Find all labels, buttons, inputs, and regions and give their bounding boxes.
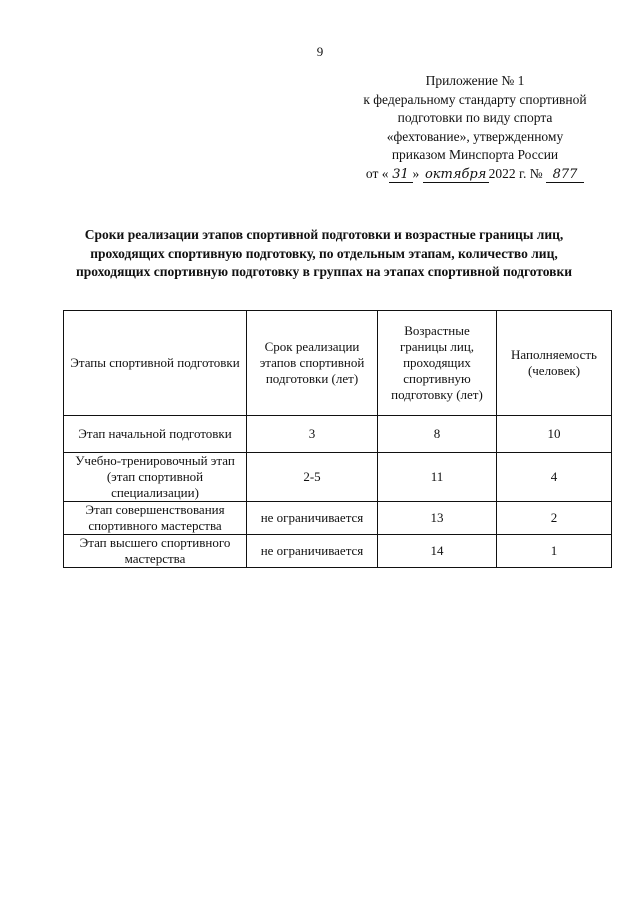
date-suffix: 2022 г. №	[488, 165, 543, 181]
stage-cell: Этап совершенствования спортивного мастерства	[64, 502, 247, 535]
page-number: 9	[316, 44, 324, 59]
age-cell: 11	[378, 453, 497, 502]
age-cell: 13	[378, 502, 497, 535]
appendix-line-3: подготовки по виду спорта	[397, 110, 553, 125]
appendix-line-4: «фехтование», утвержденному	[386, 128, 564, 144]
stage-cell: Учебно-тренировочный этап (этап спортивной специализации)	[64, 453, 247, 502]
table-row	[64, 502, 612, 535]
duration-cell: не ограничивается	[247, 502, 378, 535]
document-title: Сроки реализации этапов спортивной подготовки и возрастные границы лиц, проходящих спортивную подготовку, по отдельным этапам, количество лиц, проходящих спортивную подготовку в группах на этапах спортивной подготовки	[75, 227, 573, 279]
group-size-cell: 4	[497, 453, 612, 502]
header-age-limits: Возрастные границы лиц, проходящих спортивную подготовку (лет)	[378, 311, 497, 416]
handwritten-day: 31	[389, 168, 413, 183]
duration-cell: 3	[247, 416, 378, 453]
order-date-line	[340, 165, 610, 184]
header-duration: Срок реализации этапов спортивной подготовки (лет)	[247, 311, 378, 416]
group-size-cell: 1	[497, 535, 612, 568]
header-stages: Этапы спортивной подготовки	[64, 311, 247, 416]
stage-cell: Этап высшего спортивного мастерства	[64, 535, 247, 568]
table-header-row	[64, 311, 612, 416]
stages-table	[63, 310, 612, 568]
appendix-header	[340, 72, 610, 183]
table-row	[64, 535, 612, 568]
group-size-cell: 2	[497, 502, 612, 535]
stage-cell: Этап начальной подготовки	[64, 416, 247, 453]
appendix-line-1: Приложение № 1	[425, 73, 525, 88]
handwritten-order-number: 877	[546, 168, 584, 183]
appendix-line-5: приказом Минспорта России	[391, 147, 559, 162]
date-prefix: от «	[365, 165, 389, 181]
table-row	[64, 416, 612, 453]
table-row	[64, 453, 612, 502]
date-mid: »	[412, 165, 420, 181]
group-size-cell: 10	[497, 416, 612, 453]
handwritten-month: октября	[423, 168, 489, 183]
duration-cell: 2-5	[247, 453, 378, 502]
age-cell: 8	[378, 416, 497, 453]
duration-cell: не ограничивается	[247, 535, 378, 568]
header-group-size: Наполняемость (человек)	[497, 311, 612, 416]
age-cell: 14	[378, 535, 497, 568]
appendix-line-2: к федеральному стандарту спортивной	[363, 91, 587, 107]
